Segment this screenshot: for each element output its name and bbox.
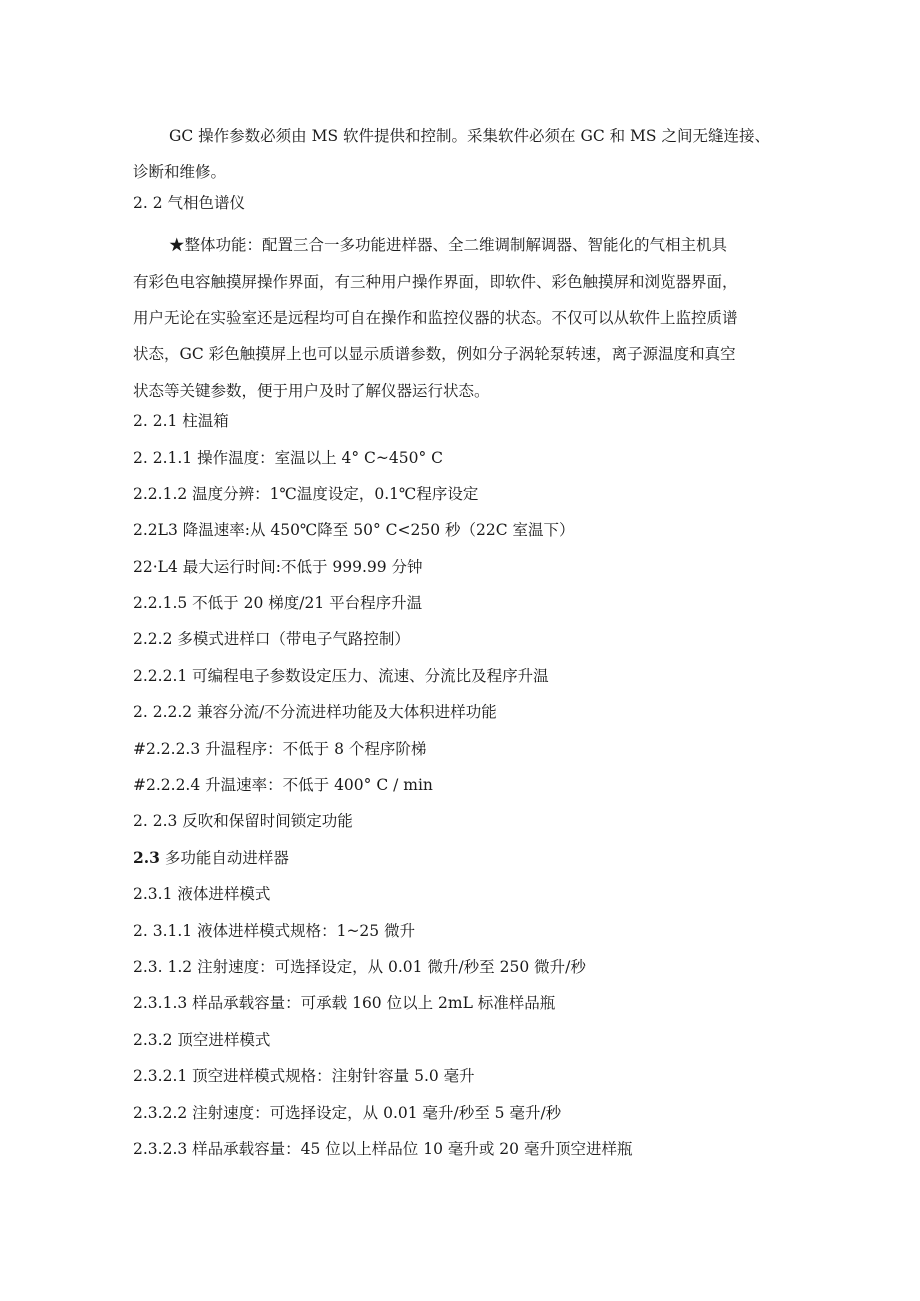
- spec-item: 2.3.2.2 注射速度：可选择设定，从 0.01 毫升/秒至 5 毫升/秒: [133, 1103, 562, 1122]
- overall-line-1: ★整体功能：配置三合一多功能进样器、全二维调制解调器、智能化的气相主机具: [169, 236, 728, 255]
- intro-line-2: 诊断和维修。: [133, 163, 227, 182]
- spec-item: 2.3.2 顶空进样模式: [133, 1030, 271, 1049]
- spec-item: #2.2.2.4 升温速率：不低于 400° C / min: [133, 776, 433, 795]
- section-2-3-title: 多功能自动进样器: [159, 848, 289, 867]
- section-2-3-heading: [133, 846, 790, 882]
- spec-item: 2. 2.1.1 操作温度：室温以上 4° C~450° C: [133, 448, 444, 467]
- spec-item: 2. 3.1.1 液体进样模式规格：1~25 微升: [133, 921, 416, 940]
- spec-item: 2.2.1.5 不低于 20 梯度/21 平台程序升温: [133, 594, 423, 613]
- spec-item: 2.2.1.2 温度分辨：1℃温度设定，0.1℃程序设定: [133, 484, 479, 503]
- overall-line-2: 有彩色电容触摸屏操作界面，有三种用户操作界面，即软件、彩色触摸屏和浏览器界面，: [133, 272, 738, 291]
- intro-paragraph: [133, 118, 790, 191]
- spec-item: 2. 2.2.2 兼容分流/不分流进样功能及大体积进样功能: [133, 703, 497, 722]
- section-2-3-number: 2.3: [133, 847, 160, 867]
- spec-item: 2. 2.1 柱温箱: [133, 412, 229, 431]
- spec-item: 2.2.2.1 可编程电子参数设定压力、流速、分流比及程序升温: [133, 666, 549, 685]
- spec-item: #2.2.2.3 升温程序：不低于 8 个程序阶梯: [133, 739, 427, 758]
- overall-line-4: 状态，GC 彩色触摸屏上也可以显示质谱参数，例如分子涡轮泵转速，离子源温度和真空: [133, 345, 736, 364]
- spec-item: 2.3.1.3 样品承载容量：可承载 160 位以上 2mL 标准样品瓶: [133, 994, 556, 1013]
- spec-item: 2.3.2.3 样品承载容量：45 位以上样品位 10 毫升或 20 毫升顶空进样瓶: [133, 1139, 633, 1158]
- intro-line-1: GC 操作参数必须由 MS 软件提供和控制。采集软件必须在 GC 和 MS 之间无缝连接、: [169, 127, 770, 145]
- overall-line-3: 用户无论在实验室还是远程均可自在操作和监控仪器的状态。不仅可以从软件上监控质谱: [133, 308, 738, 327]
- spec-item: 2.3. 1.2 注射速度：可选择设定，从 0.01 微升/秒至 250 微升/秒: [133, 957, 586, 976]
- spec-item: 2. 2.3 反吹和保留时间锁定功能: [133, 812, 353, 831]
- spec-item: 22·L4 最大运行时间:不低于 999.99 分钟: [133, 557, 423, 576]
- spec-item: 2.2.2 多模式进样口（带电子气路控制）: [133, 630, 410, 649]
- overall-line-5: 状态等关键参数，便于用户及时了解仪器运行状态。: [133, 381, 490, 400]
- spec-item: 2.3.1 液体进样模式: [133, 885, 271, 904]
- section-2-2-heading: 2. 2 气相色谱仪: [133, 193, 246, 212]
- spec-item: 2.2L3 降温速率:从 450℃降至 50° C<250 秒（22C 室温下）: [133, 521, 575, 540]
- overall-function-paragraph: [133, 227, 790, 409]
- spec-item: 2.3.2.1 顶空进样模式规格：注射针容量 5.0 毫升: [133, 1067, 475, 1086]
